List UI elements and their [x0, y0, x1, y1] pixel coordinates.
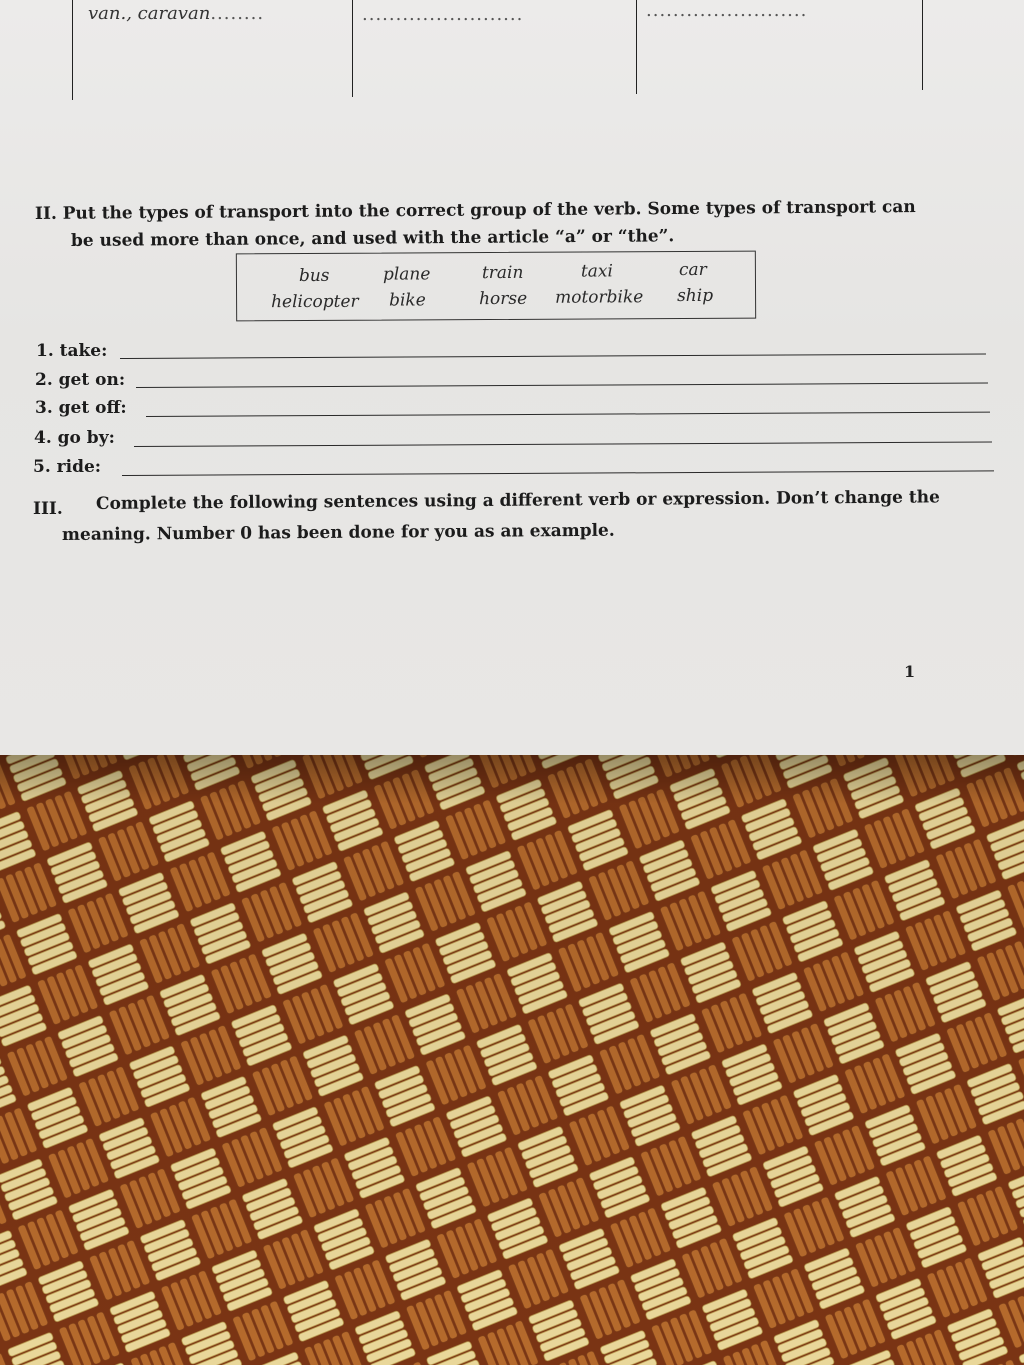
item-get-off-label: 3. get off:: [35, 398, 127, 418]
item-take-label: 1. take:: [36, 341, 108, 361]
table-border-col3: [636, 0, 637, 94]
item-take-answer-line[interactable]: [120, 353, 986, 359]
table-border-right: [922, 0, 923, 90]
word-bike: bike: [389, 290, 426, 311]
page-number: 1: [904, 662, 916, 681]
woven-pattern: [0, 755, 1024, 1365]
item-get-on-answer-line[interactable]: [136, 383, 988, 388]
cell2-dots: ........................: [362, 4, 524, 25]
word-plane: plane: [382, 264, 431, 285]
section2-heading-line1: II. Put the types of transport into the correct group of the verb. Some types of transport can: [34, 197, 916, 224]
handwritten-answer: [88, 3, 264, 24]
handwriting-text: van., caravan: [88, 3, 211, 24]
word-train: train: [481, 262, 524, 284]
cell3-dots: ........................: [646, 0, 808, 21]
section3-numeral: III.: [33, 499, 63, 519]
section2-heading-line2: be used more than once, and used with the article “a” or “the”.: [70, 226, 675, 251]
item-go-by-answer-line[interactable]: [134, 442, 992, 447]
woven-mat-background: [0, 755, 1024, 1365]
item-go-by-label: 4. go by:: [34, 428, 115, 448]
word-ship: ship: [677, 285, 714, 307]
word-horse: horse: [479, 288, 528, 310]
table-border-col2: [352, 0, 353, 97]
word-helicopter: helicopter: [271, 291, 359, 313]
table-border-left: [72, 0, 73, 100]
item-get-off-answer-line[interactable]: [146, 412, 990, 417]
word-box: [236, 251, 756, 322]
word-motorbike: motorbike: [555, 287, 644, 308]
item-ride-answer-line[interactable]: [122, 470, 994, 476]
word-taxi: taxi: [580, 261, 613, 282]
section3-heading-line2: meaning. Number 0 has been done for you as an example.: [61, 520, 615, 545]
word-car: car: [678, 259, 707, 281]
item-ride-label: 5. ride:: [33, 457, 102, 477]
word-bus: bus: [298, 265, 330, 287]
section3-heading-line1: Complete the following sentences using a different verb or expression. Don’t change the: [95, 487, 940, 514]
dotted-line: ........: [210, 3, 265, 24]
item-get-on-label: 2. get on:: [35, 370, 126, 390]
